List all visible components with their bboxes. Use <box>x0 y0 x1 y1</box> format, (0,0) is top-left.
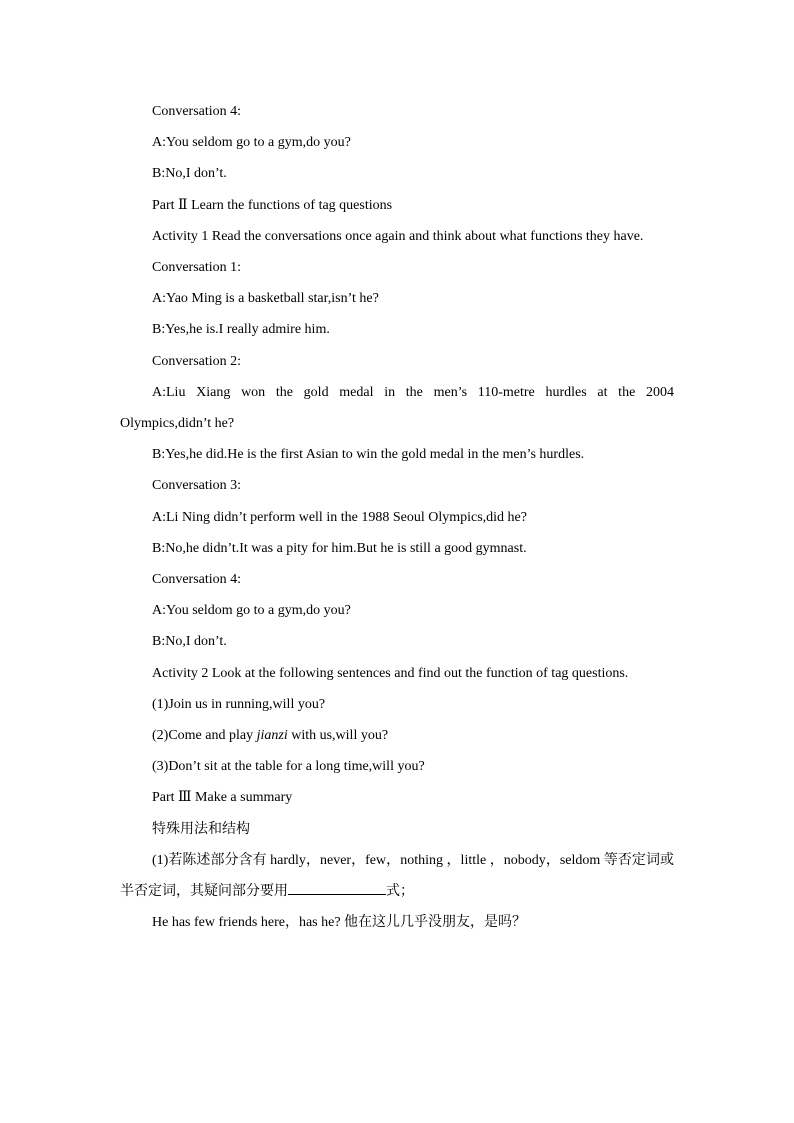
fill-in-blank[interactable] <box>288 880 386 895</box>
activity-2-instruction: Activity 2 Look at the following sentences and find out the function of tag questions. <box>152 665 629 681</box>
summary-subheading: 特殊用法和结构 <box>152 821 250 837</box>
example-sentence-1: (1)Join us in running,will you? <box>152 696 326 712</box>
dialogue-line: B:No,he didn’t.It was a pity for him.But he is still a good gymnast. <box>152 540 527 556</box>
heading-conversation-4b: Conversation 4: <box>152 572 242 588</box>
dialogue-line: A:Liu Xiang won the gold medal in the men’s 110-metre hurdles at the 2004 Olympics,didn’t he? <box>120 384 674 432</box>
heading-conversation-2: Conversation 2: <box>152 353 242 369</box>
dialogue-line: B:Yes,he is.I really admire him. <box>152 322 330 338</box>
dialogue-line: B:Yes,he did.He is the first Asian to win the gold medal in the men’s hurdles. <box>152 447 585 463</box>
dialogue-line: A:You seldom go to a gym,do you? <box>152 603 351 619</box>
italic-word: jianzi <box>256 728 288 744</box>
dialogue-line: A:Li Ning didn’t perform well in the 1988 Seoul Olympics,did he? <box>152 509 527 525</box>
heading-conversation-1: Conversation 1: <box>152 260 242 276</box>
part-2-heading: Part Ⅱ Learn the functions of tag questions <box>152 197 393 213</box>
example-sentence-2 <box>120 720 674 751</box>
heading-conversation-4: Conversation 4: <box>152 104 242 119</box>
text: with us,will you? <box>287 728 389 744</box>
rule-1-example: He has few friends here，has he? 他在这儿几乎没朋友，是吗？ <box>152 915 527 931</box>
document-page <box>120 96 674 938</box>
text: (2)Come and play <box>152 728 257 744</box>
example-sentence-3: (3)Don’t sit at the table for a long time,will you? <box>152 759 425 775</box>
dialogue-line: A:You seldom go to a gym,do you? <box>152 135 351 151</box>
text: 式； <box>386 884 414 900</box>
dialogue-line: B:No,I don’t. <box>152 634 227 650</box>
dialogue-line: A:Yao Ming is a basketball star,isn’t he? <box>152 291 379 307</box>
activity-1-instruction: Activity 1 Read the conversations once again and think about what functions they have. <box>152 228 644 244</box>
part-3-heading: Part Ⅲ Make a summary <box>152 790 293 806</box>
dialogue-line: B:No,I don’t. <box>152 166 227 182</box>
rule-1 <box>120 845 674 907</box>
text: (1)若陈述部分含有 hardly，never，few，nothing ，little ，nobody，seldom 等否定词或半否定词，其疑问部分要用 <box>120 852 674 900</box>
heading-conversation-3: Conversation 3: <box>152 478 242 494</box>
